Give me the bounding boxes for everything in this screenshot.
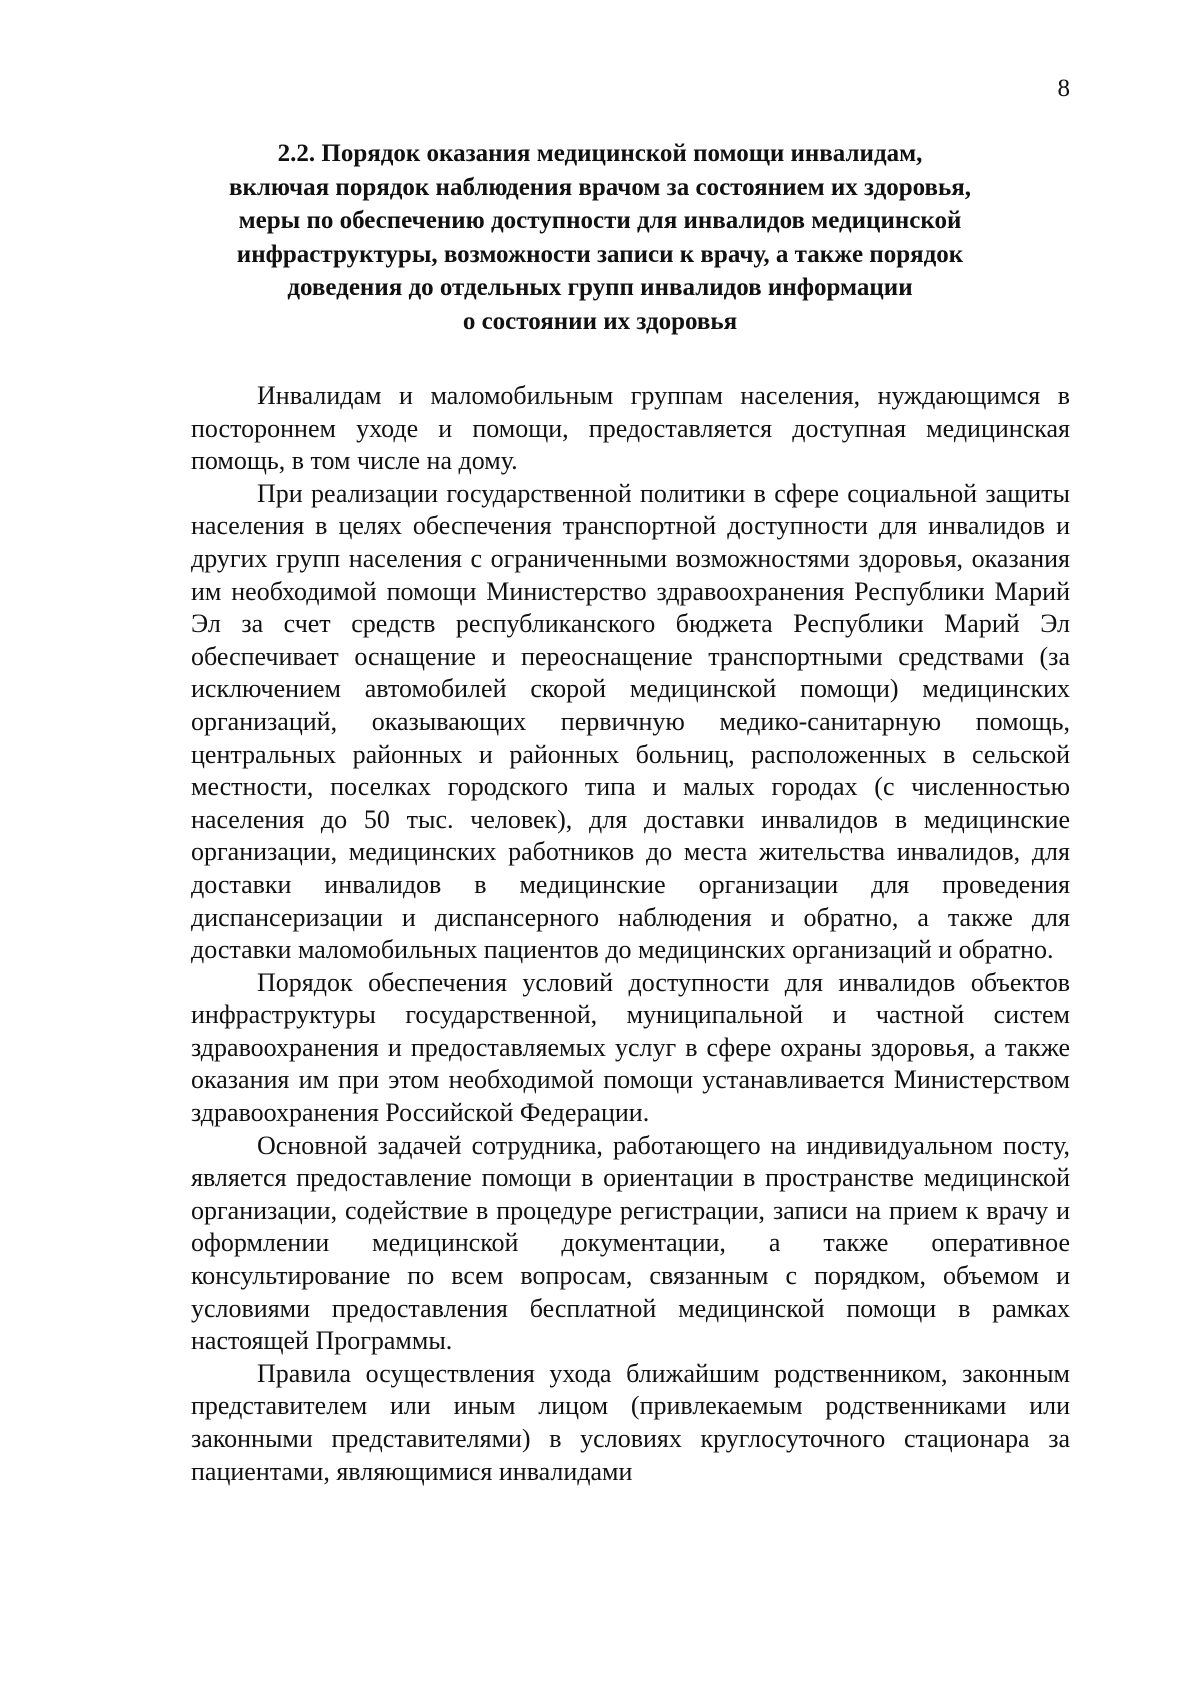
heading-line: инфраструктуры, возможности записи к врачу, а также порядок — [236, 240, 964, 268]
heading-line: 2.2. Порядок оказания медицинской помощи инвалидам, — [277, 140, 923, 167]
paragraph: Основной задачей сотрудника, работающего на индивидуальном посту, является предоставление помощи в ориентации в пространстве медицинской организации, содействие в процедуре регистрации, записи на прием к врачу и оформлении медицинской документации, а также оперативное консультирование по всем вопросам, связанным с порядком, объемом и условиями предоставления бесплатной медицинской помощи в рамках настоящей Программы. — [191, 1130, 1070, 1356]
heading-line: меры по обеспечению доступности для инвалидов медицинской — [238, 207, 962, 234]
heading-line: доведения до отдельных групп инвалидов информации — [287, 274, 913, 301]
section-heading — [160, 137, 1040, 338]
paragraph: При реализации государственной политики в сфере социальной защиты населения в целях обеспечения транспортной доступности для инвалидов и других групп населения с ограниченными возможностями здоровья, оказания им необходимой помощи Министерство здравоохранения Республики Марий Эл за счет средств республиканского бюджета Республики Марий Эл обеспечивает оснащение и переоснащение транспортными средствами (за исключением автомобилей скорой медицинской помощи) медицинских организаций, оказывающих первичную медико-санитарную помощь, центральных районных и районных больниц, расположенных в сельской местности, поселках городского типа и малых городах (с численностью населения до 50 тыс. человек), для доставки инвалидов в медицинские организации, медицинских работников до места жительства инвалидов, для доставки инвалидов в медицинские организации для проведения диспансеризации и диспансерного наблюдения и обратно, а также для доставки маломобильных пациентов до медицинских организаций и обратно. — [191, 478, 1070, 965]
page-number: 8 — [1057, 75, 1070, 102]
paragraph: Правила осуществления ухода ближайшим родственником, законным представителем или иным лицом (привлекаемым родственниками или законными представителями) в условиях круглосуточного стационара за пациентами, являющимися инвалидами — [191, 1358, 1070, 1486]
body-text — [191, 380, 1070, 1488]
heading-line: включая порядок наблюдения врачом за состоянием их здоровья, — [228, 173, 972, 201]
heading-line: о состоянии их здоровья — [462, 307, 738, 335]
paragraph: Инвалидам и маломобильным группам населения, нуждающимся в постороннем уходе и помощи, предоставляется доступная медицинская помощь, в том числе на дому. — [191, 381, 1070, 476]
paragraph: Порядок обеспечения условий доступности для инвалидов объектов инфраструктуры государственной, муниципальной и частной систем здравоохранения и предоставляемых услуг в сфере охраны здоровья, а также оказания им при этом необходимой помощи устанавливается Министерством здравоохранения Российской Федерации. — [191, 967, 1070, 1128]
